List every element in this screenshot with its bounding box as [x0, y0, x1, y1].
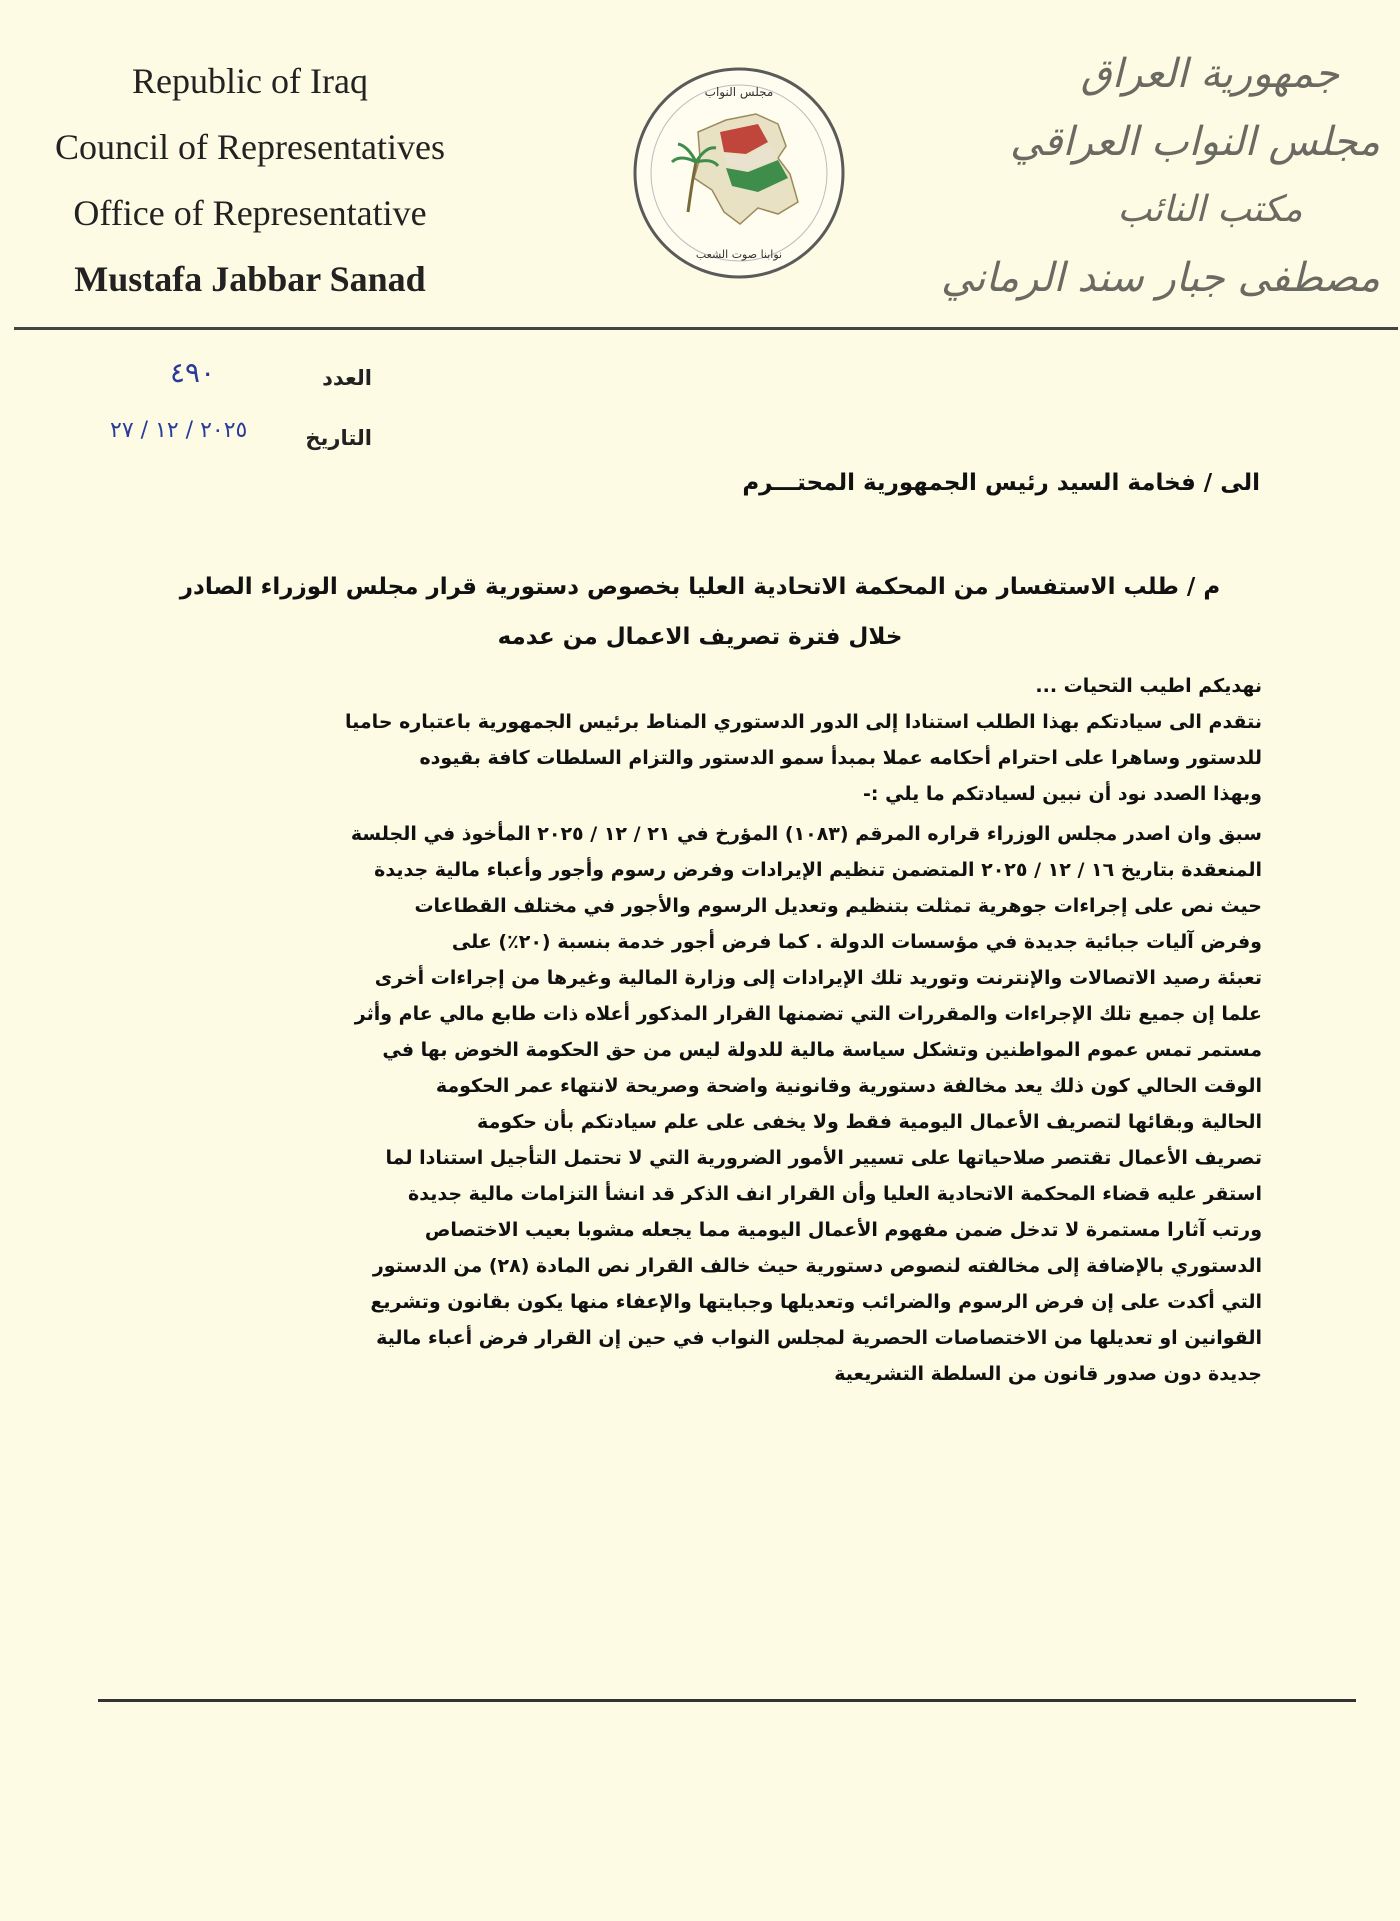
logo-top-text: مجلس النواب [704, 85, 774, 99]
addressee: الى / فخامة السيد رئيس الجمهورية المحتـــرم [742, 470, 1260, 496]
body-line: وفرض آليات جبائية جديدة في مؤسسات الدولة . كما فرض أجور خدمة بنسبة (٢٠٪) على [451, 931, 1262, 953]
body-line: وبهذا الصدد نود أن نبين لسيادتكم ما يلي :- [863, 783, 1262, 805]
number-label: العدد [322, 366, 372, 390]
body-line: علما إن جميع تلك الإجراءات والمقررات التي تضمنها القرار المذكور أعلاه ذات طابع مالي عام وأثر [354, 1003, 1262, 1025]
body-line: التي أكدت على إن فرض الرسوم والضرائب وتعديلها وجبايتها والإعفاء منها يكون بقانون وتشريع [370, 1291, 1262, 1313]
body-line: للدستور وساهرا على احترام أحكامه عملا بمبدأ سمو الدستور والتزام السلطات كافة بقيوده [419, 747, 1262, 769]
arabic-letterhead [941, 40, 1380, 312]
english-letterhead [20, 48, 480, 312]
body-line: جديدة دون صدور قانون من السلطة التشريعية [834, 1363, 1262, 1385]
footer-divider [98, 1699, 1356, 1702]
body-line: الحالية وبقائها لتصريف الأعمال اليومية فقط ولا يخفى على علم سيادتكم بأن حكومة [477, 1111, 1262, 1133]
council-logo [628, 62, 850, 284]
letterhead-representative-name: Mustafa Jabbar Sanad [74, 259, 426, 299]
body-line: مستمر تمس عموم المواطنين وتشكل سياسة مالية للدولة ليس من حق الحكومة الخوض بها في [382, 1039, 1262, 1061]
letterhead-representative-name-ar: مصطفى جبار سند الرماني [941, 255, 1380, 301]
body-line: نتقدم الى سيادتكم بهذا الطلب استنادا إلى الدور الدستوري المناط برئيس الجمهورية باعتباره حاميا [345, 711, 1262, 733]
body-line: المنعقدة بتاريخ ١٦ / ١٢ / ٢٠٢٥ المتضمن تنظيم الإيرادات وفرض رسوم وأجور وأعباء مالية جديدة [374, 859, 1262, 881]
letterhead-council-ar: مجلس النواب العراقي [1010, 119, 1380, 165]
number-value: ٤٩٠ [170, 356, 216, 389]
letter-body [162, 668, 1262, 1392]
body-line: الوقت الحالي كون ذلك يعد مخالفة دستورية وقانونية واضحة وصريحة لانتهاء عمر الحكومة [435, 1075, 1262, 1097]
letterhead-office-ar: مكتب النائب [1117, 189, 1303, 230]
letterhead-office: Office of Representative [73, 193, 427, 233]
body-line: استقر عليه قضاء المحكمة الاتحادية العليا وأن القرار انف الذكر قد انشأ التزامات مالية جديدة [408, 1183, 1262, 1205]
body-line: القوانين او تعديلها من الاختصاصات الحصرية لمجلس النواب في حين إن القرار فرض أعباء مالية [376, 1327, 1262, 1349]
date-label: التاريخ [305, 426, 372, 450]
body-line: ورتب آثارا مستمرة لا تدخل ضمن مفهوم الأعمال اليومية مما يجعله مشوبا بعيب الاختصاص [424, 1219, 1262, 1241]
letterhead-council: Council of Representatives [55, 127, 445, 167]
body-line: الدستوري بالإضافة إلى مخالفته لنصوص دستورية حيث خالف القرار نص المادة (٢٨) من الدستور [372, 1255, 1262, 1277]
subject: م / طلب الاستفسار من المحكمة الاتحادية العليا بخصوص دستورية قرار مجلس الوزراء الصادر خلال فترة تصريف الاعمال من عدمه [179, 574, 1221, 650]
body-line: نهديكم اطيب التحيات ... [1035, 675, 1262, 697]
letterhead-country: Republic of Iraq [132, 61, 368, 101]
logo-bottom-text: نوابنا صوت الشعب [695, 248, 783, 261]
body-line: تصريف الأعمال تقتصر صلاحياتها على تسيير الأمور الضرورية التي لا تحتمل التأجيل استنادا لما [385, 1147, 1262, 1169]
body-line: حيث نص على إجراءات جوهرية تمثلت بتنظيم وتعديل الرسوم والأجور في مختلف القطاعات [414, 895, 1262, 917]
header-divider [14, 327, 1398, 330]
letterhead-country-ar: جمهورية العراق [1080, 51, 1340, 97]
body-line: سبق وان اصدر مجلس الوزراء قراره المرقم (١٠٨٣) المؤرخ في ٢١ / ١٢ / ٢٠٢٥ المأخوذ في الجلسة [350, 823, 1262, 845]
body-line: تعبئة رصيد الاتصالات والإنترنت وتوريد تلك الإيرادات إلى وزارة المالية وغيرها من إجراءات أخرى [374, 967, 1262, 989]
date-value: ٢٠٢٥ / ١٢ / ٢٧ [110, 418, 248, 443]
